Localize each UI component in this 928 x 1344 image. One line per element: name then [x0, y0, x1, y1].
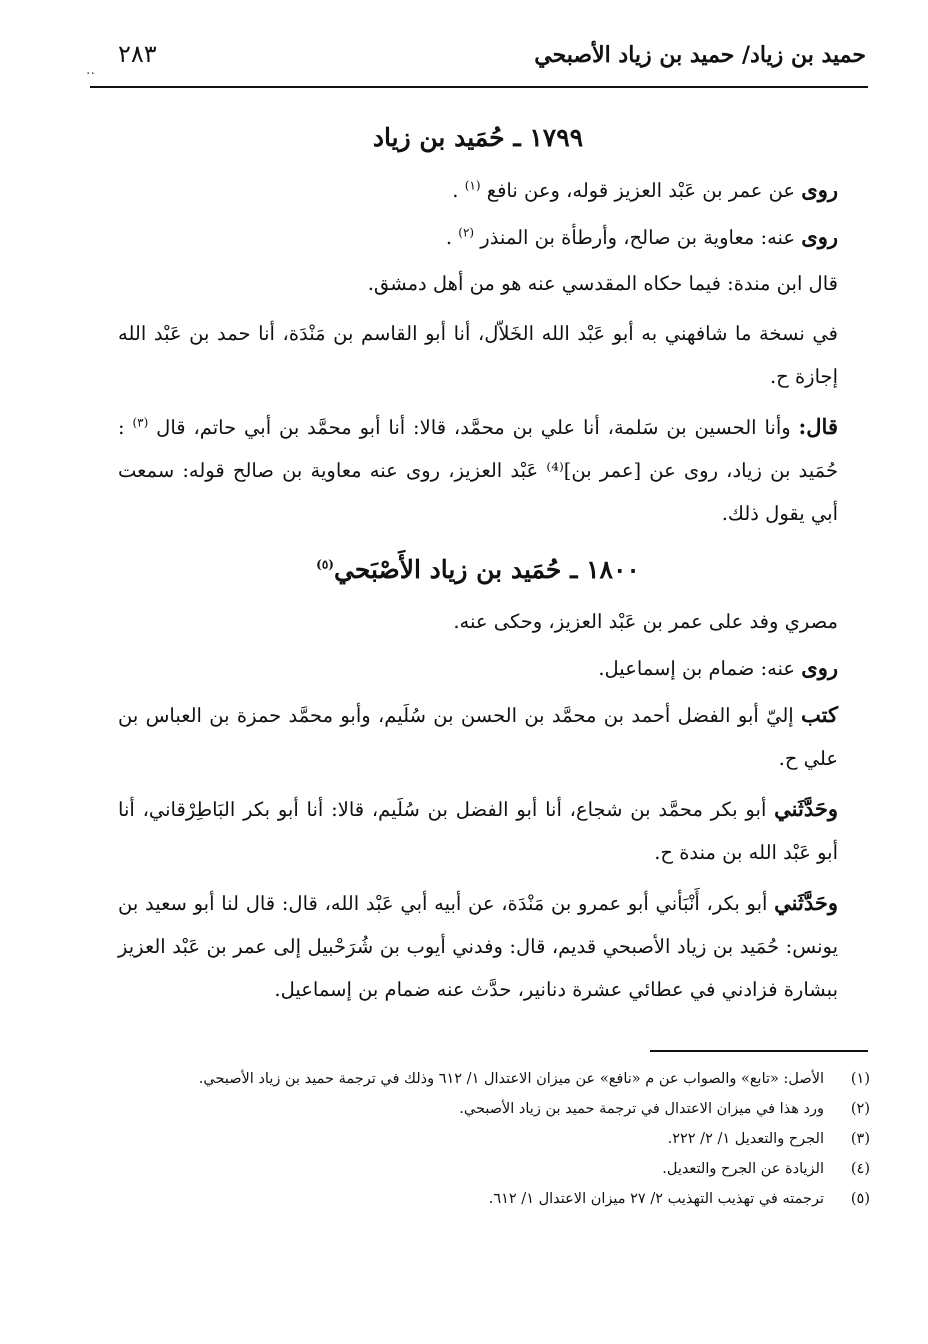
footnote-text: ترجمته في تهذيب التهذيب ٢/ ٢٧ ميزان الاعتدال ١/ ٦١٢. — [488, 1191, 824, 1207]
footnote — [108, 1094, 870, 1124]
paragraph — [118, 787, 838, 874]
paragraph-text: عن عمر بن عَبْد العزيز قوله، وعن نافع — [480, 179, 802, 202]
footnote-number: (٥) — [850, 1191, 870, 1207]
footnote-number: (٢) — [850, 1101, 870, 1117]
paragraph — [118, 312, 838, 398]
paragraph-text: مصري وفد على عمر بن عَبْد العزيز، وحكى عنه. — [453, 610, 838, 633]
scan-mark: .. — [86, 62, 95, 78]
main-text — [118, 108, 838, 1018]
entry-heading-text: ١٨٠٠ ـ حُمَيد بن زياد الأَصْبَحي — [333, 555, 640, 584]
footnote — [108, 1154, 870, 1184]
paragraph-keyword: قال: — [798, 414, 838, 439]
paragraph — [118, 693, 838, 780]
footnote — [108, 1124, 870, 1154]
paragraph — [118, 881, 838, 1011]
footnote-rule — [650, 1050, 868, 1052]
footnote-ref: (٣) — [132, 415, 149, 430]
footnote-number: (٣) — [850, 1131, 870, 1147]
footnotes — [108, 1064, 870, 1214]
paragraph-text-after: . — [452, 179, 465, 202]
paragraph-text: عنه: معاوية بن صالح، وأرطأة بن المنذر — [474, 226, 802, 249]
page-number: ٢٨٣ — [118, 40, 157, 68]
paragraph — [118, 405, 838, 535]
paragraph-keyword: وحَدَّثَني — [774, 890, 838, 915]
entry-heading-text: ١٧٩٩ ـ حُمَيد بن زياد — [372, 123, 584, 152]
entry-heading — [118, 542, 838, 598]
paragraph-text-after: : حُمَيد بن زياد، روى عن [عمر بن]⁽⁴⁾ عَبْد العزيز، روى عنه معاوية بن صالح قوله: سمعت أبي يقول ذلك. — [118, 416, 839, 525]
paragraph — [118, 646, 838, 690]
footnote-number: (٤) — [850, 1161, 870, 1177]
paragraph-keyword: روى — [801, 177, 838, 202]
footnote-text: ورد هذا في ميزان الاعتدال في ترجمة حميد بن زياد الأصبحي. — [459, 1101, 824, 1117]
footnote-number: (١) — [850, 1071, 870, 1087]
paragraph-text: عنه: ضمام بن إسماعيل. — [598, 657, 802, 680]
header-rule — [90, 86, 868, 88]
paragraph-keyword: وحَدَّثَني — [774, 796, 838, 821]
paragraph — [118, 215, 838, 259]
paragraph-text: وأنا الحسين بن سَلمة، أنا علي بن محمَّد، قالا: أنا أبو محمَّد بن أبي حاتم، قال — [148, 416, 799, 439]
footnote — [108, 1064, 870, 1094]
paragraph-text: قال ابن مندة: فيما حكاه المقدسي عنه هو من أهل دمشق. — [367, 272, 838, 295]
paragraph-text-after: . — [445, 226, 459, 249]
paragraph-keyword: روى — [801, 224, 838, 249]
footnote-ref: (٢) — [458, 225, 475, 240]
paragraph-text: في نسخة ما شافهني به أبو عَبْد الله الخَلاّل، أنا أبو القاسم بن مَنْدَة، أنا حمد بن عَبْد الله إجازة ح. — [118, 322, 838, 388]
footnote-text: الزيادة عن الجرح والتعديل. — [662, 1161, 824, 1177]
paragraph-text: إليّ أبو الفضل أحمد بن محمَّد بن الحسن بن سُلَيم، وأبو محمَّد حمزة بن العباس بن علي ح. — [118, 704, 838, 770]
paragraph-keyword: روى — [801, 655, 838, 680]
entry-heading — [118, 110, 838, 166]
paragraph — [118, 600, 838, 643]
footnote-text: الجرح والتعديل ١/ ٢/ ٢٢٢. — [667, 1131, 824, 1147]
paragraph-text: أبو بكر، أَنْبَأني أبو عمرو بن مَنْدَة، عن أبيه أبي عَبْد الله، قال: قال لنا أبو سعيد بن يونس: حُمَيد بن زياد الأصبحي قديم، قال: وفدني أيوب بن شُرَحْبيل إلى عمر بن عَبْد العزيز ببشارة فزادني في عطائي عشرة دنانير، حدَّث عنه ضمام بن إسماعيل. — [118, 892, 838, 1001]
footnote-text: الأصل: «تابع» والصواب عن م «نافع» عن ميزان الاعتدال ١/ ٦١٢ وذلك في ترجمة حميد بن زياد الأصبحي. — [198, 1071, 824, 1087]
paragraph-text: أبو بكر محمَّد بن شجاع، أنا أبو الفضل بن سُلَيم، قالا: أنا أبو بكر البَاطِرْقاني، أنا أبو عَبْد الله بن مندة ح. — [118, 798, 838, 864]
footnote-ref: (١) — [464, 178, 481, 193]
paragraph — [118, 262, 838, 305]
footnote-ref: (٥) — [316, 557, 334, 572]
running-title: حميد بن زياد/ حميد بن زياد الأصبحي — [534, 42, 866, 68]
paragraph — [118, 168, 838, 212]
footnote — [108, 1184, 870, 1214]
paragraph-keyword: كتب — [801, 702, 838, 727]
